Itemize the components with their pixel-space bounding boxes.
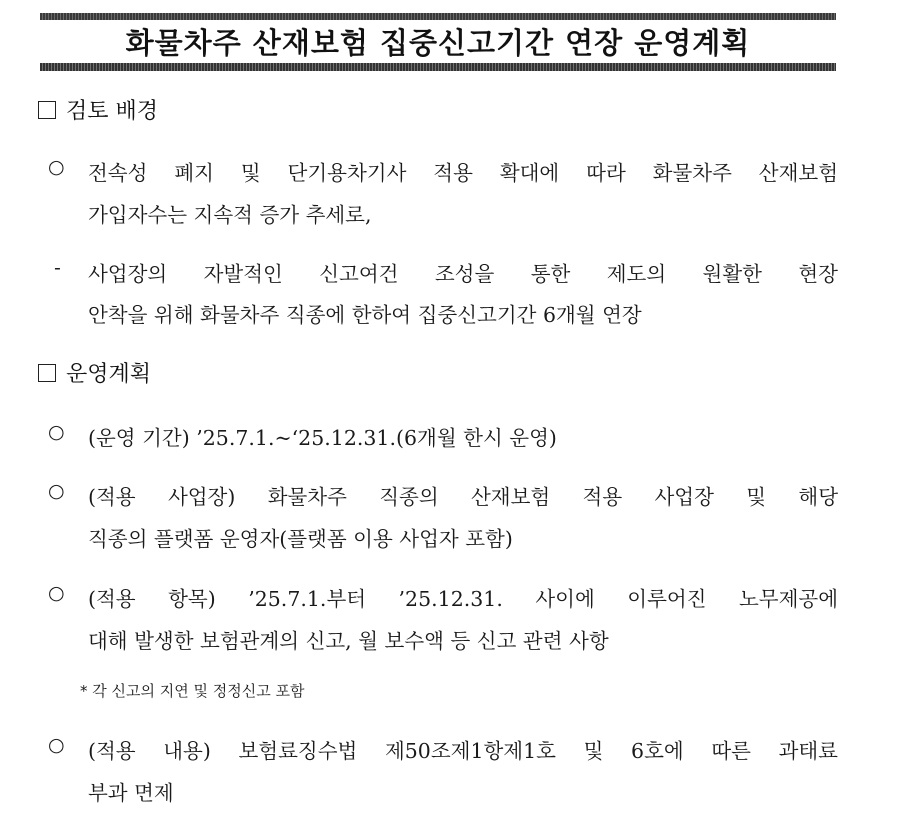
square-bullet-icon [38,364,56,382]
item-line: 직종의 플랫폼 운영자(플랫폼 이용 사업자 포함) [88,527,513,551]
circle-bullet-icon: ○ [48,582,65,604]
item-line: 대해 발생한 보험관계의 신고, 월 보수액 등 신고 관련 사항 [88,629,609,653]
title-banner [40,13,836,71]
item-line: (운영 기간) ’25.7.1.~‘25.12.31.(6개월 한시 운영) [88,426,557,450]
item-line: 가입자수는 지속적 증가 추세로, [88,203,372,227]
item-line: (적용 사업장) 화물차주 직종의 산재보험 적용 사업장 및 해당 [88,485,838,509]
circle-bullet-icon: ○ [48,480,65,502]
item-line: (적용 항목) ’25.7.1.부터 ’25.12.31. 사이에 이루어진 노무제공에 [88,587,838,611]
footnote: * 각 신고의 지연 및 정정신고 포함 [80,682,305,700]
section-heading-text: 운영계획 [66,362,152,387]
title-bottom-rule [40,63,836,71]
circle-bullet-icon: ○ [48,421,65,443]
title-top-rule [40,13,836,20]
item-line: 사업장의 자발적인 신고여건 조성을 통한 제도의 원활한 현장 [88,262,838,286]
dash-bullet-icon: - [54,257,61,279]
item-line: 안착을 위해 화물차주 직종에 한하여 집중신고기간 6개월 연장 [88,303,642,327]
section-heading-background [38,94,158,125]
circle-bullet-icon: ○ [48,734,65,756]
section-heading-plan [38,357,151,388]
square-bullet-icon [38,101,56,119]
section-heading-text: 검토 배경 [66,99,159,124]
circle-bullet-icon: ○ [48,156,65,178]
document-title: 화물차주 산재보험 집중신고기간 연장 운영계획 [125,26,751,60]
item-line: 부과 면제 [88,781,174,805]
item-line: (적용 내용) 보험료징수법 제50조제1항제1호 및 6호에 따른 과태료 [88,739,838,763]
item-line: 전속성 폐지 및 단기용차기사 적용 확대에 따라 화물차주 산재보험 [88,161,838,185]
